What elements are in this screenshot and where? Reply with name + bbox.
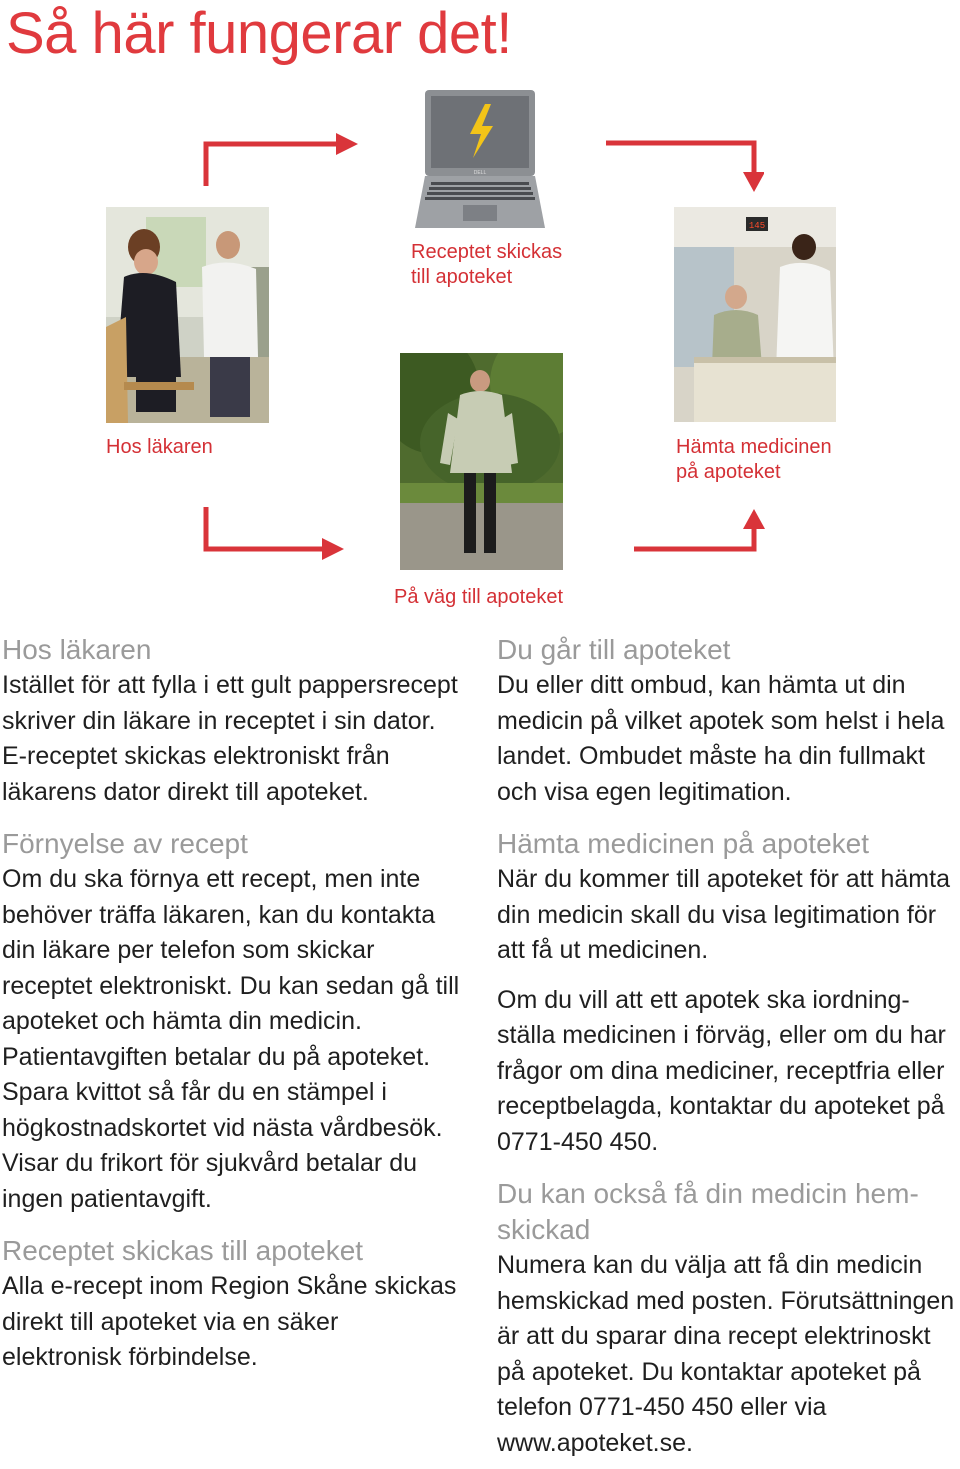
- heading-receptet-skickas: Receptet skickas till apoteket: [2, 1235, 364, 1266]
- heading-hamta: Hämta medicinen på apoteket: [497, 828, 869, 859]
- heading-hemskickad: Du kan också få din medicin hemskickad: [497, 1178, 919, 1245]
- caption-pharmacy: [676, 435, 832, 485]
- arrow-right-down: [604, 136, 764, 194]
- caption-doctor: Hos läkaren: [106, 436, 213, 458]
- heading-hos-lakaren: Hos läkaren: [2, 634, 152, 665]
- text-hos-lakaren: Istället för att fylla i ett gult pappersrecept skriver din läkare in receptet i sin dator. E-receptet skickas elektroniskt från läkarens dator direkt till apoteket.: [2, 671, 458, 806]
- caption-laptop: [411, 240, 562, 290]
- text-iordningstalla: Om du vill att ett apotek ska iordningställa medicinen i förväg, eller om du har frågor om dina mediciner, receptfria eller receptbelagda, kontaktar du apoteket på 0771-450 450.: [497, 985, 946, 1156]
- heading-fornyelse: Förnyelse av recept: [2, 828, 248, 859]
- text-du-gar: Du eller ditt ombud, kan hämta ut din medicin på vilket apotek som helst i hela landet. Ombudet måste ha din fullmakt och visa egen legitimation.: [497, 671, 945, 806]
- caption-pharmacy-line2: på apoteket: [676, 461, 781, 483]
- arrow-up-right: [200, 128, 360, 190]
- text-fornyelse: Om du ska förnya ett recept, men inte behöver träffa läkaren, kan du kontakta din läkare per telefon som skickar receptet elektroniskt. Du kan sedan gå till apoteket och hämta din medicin. Patientavgiften betalar du på apoteket. Spara kvittot så får du en stämpel i högkostnadskortet vid nästa vårdbesök. Visar du frikort för sjukvård betalar du ingen patientavgift.: [2, 865, 460, 1213]
- queue-display: 145: [748, 221, 766, 231]
- text-receptet-skickas: Alla e-recept inom Region Skåne skickas direkt till apoteket via en säker elektronisk förbindelse.: [2, 1272, 457, 1371]
- arrow-down-right: [200, 505, 346, 565]
- text-hemskickad: Numera kan du välja att få din medicin hemskickad med posten. Förutsättningen är att du sparar dina recept elektrinoskt på apoteket. Du kontaktar apoteket på telefon 0771-450 450 eller via www.apoteket.se.: [497, 1251, 955, 1457]
- page-title: Så här fungerar det!: [6, 1, 512, 66]
- laptop-illustration: [415, 88, 545, 234]
- text-hamta: När du kommer till apoteket för att hämta din medicin skall du visa legitimation för att få ut medicinen.: [497, 865, 950, 964]
- doctor-photo: [106, 207, 269, 423]
- walking-woman-photo: [400, 353, 563, 570]
- pharmacy-photo: [674, 207, 836, 422]
- caption-pharmacy-line1: Hämta medicinen: [676, 436, 832, 458]
- caption-laptop-line1: Receptet skickas: [411, 241, 563, 263]
- laptop-brand: DELL: [473, 170, 487, 176]
- caption-laptop-line2: till apoteket: [411, 266, 513, 288]
- caption-walking: På väg till apoteket: [394, 586, 563, 608]
- heading-du-gar: Du går till apoteket: [497, 634, 731, 665]
- left-column: [2, 632, 464, 1376]
- arrow-right-up: [632, 505, 772, 555]
- right-column: [497, 632, 959, 1461]
